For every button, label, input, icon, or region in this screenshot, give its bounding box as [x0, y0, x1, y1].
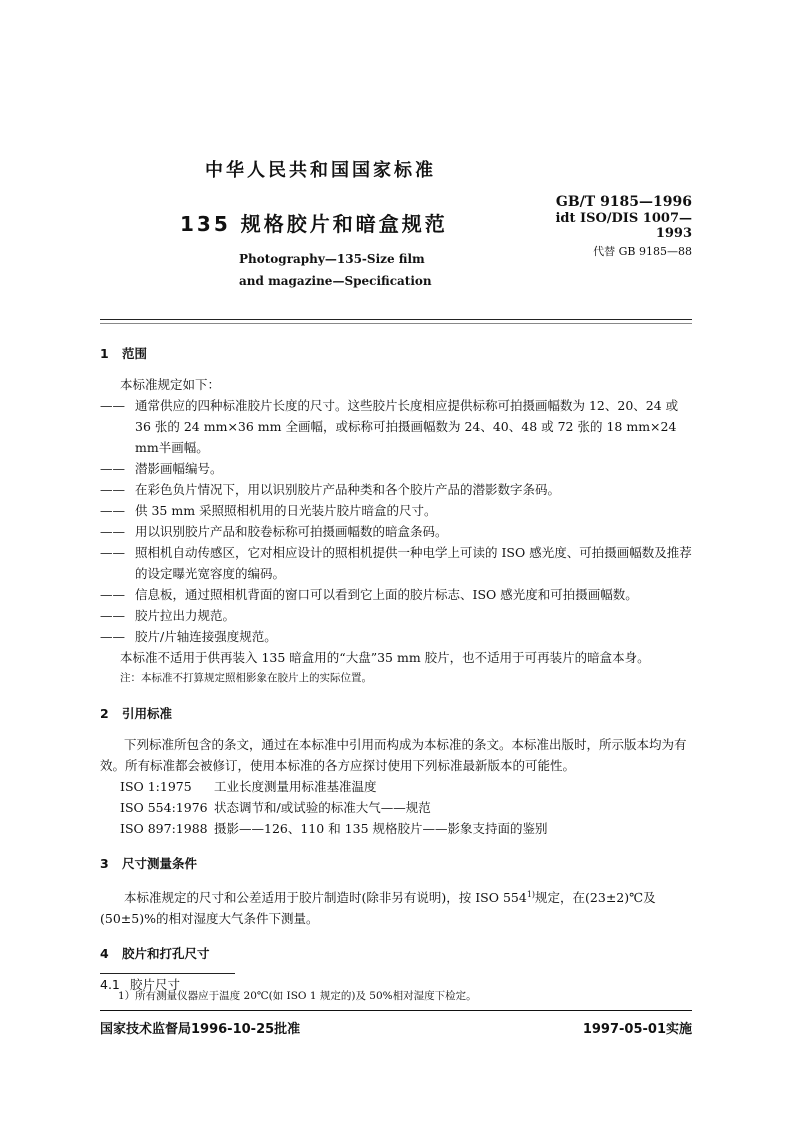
- document-title-en: [239, 248, 432, 292]
- scope-item: —— 潜影画幅编号。: [100, 461, 223, 476]
- document-body: [100, 343, 692, 995]
- document-title-cn: 135 规格胶片和暗盒规范: [180, 212, 448, 236]
- scope-item: —— 在彩色负片情况下，用以识别胶片产品种类和各个胶片产品的潜影数字条码。: [100, 482, 561, 497]
- section-2-paragraph: 下列标准所包含的条文，通过在本标准中引用而构成为本标准的条文。本标准出版时，所示版本均为有效。所有标准都会被修订，使用本标准的各方应探讨使用下列标准最新版本的可能性。: [100, 737, 687, 773]
- section-1-heading: 1 范围: [100, 346, 148, 361]
- title-en-line-2: and magazine—Specification: [239, 274, 432, 288]
- standard-number: GB/T 9185—1996: [555, 194, 692, 210]
- identical-iso-reference: idt ISO/DIS 1007—1993: [555, 211, 692, 241]
- section-1-intro: 本标准规定如下：: [120, 377, 221, 392]
- header-rule-thin: [100, 323, 692, 324]
- footnote-marker: 1): [526, 890, 536, 899]
- title-en-line-1: Photography—135-Size film: [239, 252, 425, 266]
- scope-item: —— 通常供应的四种标准胶片长度的尺寸。这些胶片长度相应提供标称可拍摄画幅数为 12、20、24 或 36 张的 24 mm×36 mm 全画幅，或标称可拍摄画幅数为 24、40、48 或 72 张的 18 mm×24 mm半画幅。: [100, 398, 679, 455]
- section-3-heading: 3 尺寸测量条件: [100, 856, 198, 871]
- footnote-rule: [100, 973, 235, 974]
- footer-rule: [100, 1010, 692, 1011]
- reference-entry: ISO 897:1988 摄影——126、110 和 135 规格胶片——影象支持面的鉴别: [120, 821, 548, 836]
- header-rule: [100, 319, 692, 320]
- reference-entry: ISO 1:1975 工业长度测量用标准基准温度: [120, 779, 377, 794]
- section-4-1-heading: 4.1 胶片尺寸: [100, 977, 181, 993]
- scope-item: —— 胶片拉出力规范。: [100, 608, 236, 623]
- scope-exclusion: 本标准不适用于供再装入 135 暗盒用的“大盘”35 mm 胶片，也不适用于可再装片的暗盒本身。: [120, 650, 650, 665]
- implementation-date: 1997-05-01实施: [582, 1022, 692, 1037]
- replaces-standard: 代替 GB 9185—88: [593, 245, 692, 258]
- section-3-paragraph: 本标准规定的尺寸和公差适用于胶片制造时(除非另有说明)，按 ISO 554$^{1)}$规定，在(23±2)℃及(50±5)%的相对湿度大气条件下测量。: [100, 890, 656, 927]
- scope-item: —— 供 35 mm 采照照相机用的日光装片胶片暗盒的尺寸。: [100, 503, 437, 518]
- footnote: 1）所有测量仪器应于温度 20℃(如 ISO 1 规定的)及 50%相对湿度下检定。: [118, 990, 477, 1002]
- scope-item: —— 胶片/片轴连接强度规范。: [100, 629, 277, 644]
- reference-entry: ISO 554:1976 状态调节和/或试验的标准大气——规范: [120, 800, 431, 815]
- approval-date: 国家技术监督局1996-10-25批准: [100, 1022, 301, 1037]
- scope-note: 注：本标准不打算规定照相影象在胶片上的实际位置。: [120, 672, 372, 684]
- section-4-heading: 4 胶片和打孔尺寸: [100, 946, 210, 962]
- scope-item: —— 照相机自动传感区，它对相应设计的照相机提供一种电学上可读的 ISO 感光度、可拍摄画幅数及推荐的设定曝光宽容度的编码。: [100, 545, 692, 581]
- nation-title: 中华人民共和国国家标准: [205, 160, 436, 181]
- scope-item: —— 信息板，通过照相机背面的窗口可以看到它上面的胶片标志、ISO 感光度和可拍摄画幅数。: [100, 587, 638, 602]
- scope-item: —— 用以识别胶片产品和胶卷标称可拍摄画幅数的暗盒条码。: [100, 524, 448, 539]
- section-2-heading: 2 引用标准: [100, 706, 173, 721]
